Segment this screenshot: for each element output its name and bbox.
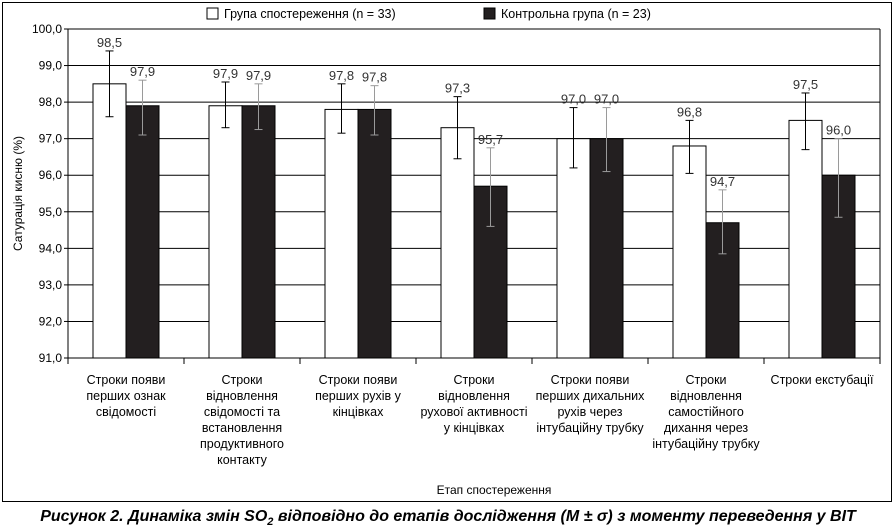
bar (557, 139, 590, 358)
x-axis-title: Етап спостереження (436, 483, 552, 497)
data-label: 98,5 (96, 34, 123, 50)
y-tick-label: 93,0 (38, 277, 62, 292)
data-label: 97,3 (444, 80, 471, 96)
legend-label: Група спостереження (n = 33) (224, 7, 396, 21)
y-tick-label: 99,0 (38, 58, 62, 73)
bar (673, 146, 706, 358)
category-label: Строки відновлення рухової активності у кінцівках (420, 373, 528, 435)
caption-subscript: 2 (267, 516, 274, 529)
data-label: 97,8 (328, 67, 355, 83)
data-label: 96,8 (676, 104, 703, 120)
bar (93, 84, 126, 358)
y-tick-label: 97,0 (38, 131, 62, 146)
caption-prefix: Рисунок 2. Динаміка змін SO (40, 508, 268, 525)
y-tick-label: 98,0 (38, 95, 62, 110)
category-label: Строки появи перших рухів у кінцівках (315, 373, 401, 419)
y-tick-label: 100,0 (31, 22, 62, 36)
bar (209, 106, 242, 358)
bar (789, 120, 822, 358)
bar (325, 109, 358, 358)
y-tick-label: 96,0 (38, 168, 62, 183)
caption-suffix: відповідно до етапів дослідження (M ± σ) з моменту переведення у ВІТ (273, 508, 856, 525)
legend-swatch (484, 8, 495, 19)
data-label: 94,7 (709, 173, 736, 189)
category-label: Строки появи перших ознак свідомості (86, 373, 166, 419)
bar (358, 109, 391, 358)
data-label: 97,8 (361, 69, 388, 85)
data-label: 97,0 (593, 91, 620, 107)
y-axis-title: Сатурація кисню (%) (11, 135, 25, 252)
data-label: 97,9 (245, 67, 272, 83)
bar (126, 106, 159, 358)
legend-swatch (207, 8, 218, 19)
y-tick-label: 92,0 (38, 314, 62, 329)
figure-caption (0, 508, 896, 528)
data-label: 97,9 (212, 66, 239, 82)
data-label: 95,7 (477, 131, 504, 147)
category-label: Строки відновлення самостійного дихання через інтубаційну трубку (652, 373, 760, 451)
data-label: 97,5 (792, 76, 819, 92)
category-label: Строки відновлення свідомості та встановлення продуктивного контакту (200, 373, 284, 467)
category-label: Строки появи перших дихальних рухів через інтубаційну трубку (535, 373, 645, 435)
category-label: Строки екстубації (770, 373, 874, 387)
y-tick-label: 91,0 (38, 351, 62, 365)
y-tick-label: 95,0 (38, 204, 62, 219)
data-label: 96,0 (825, 122, 852, 138)
data-label: 97,9 (129, 64, 156, 80)
legend-label: Контрольна група (n = 23) (501, 7, 651, 21)
data-label: 97,0 (560, 91, 587, 107)
bar (441, 128, 474, 358)
bar (242, 106, 275, 358)
y-tick-label: 94,0 (38, 241, 62, 256)
